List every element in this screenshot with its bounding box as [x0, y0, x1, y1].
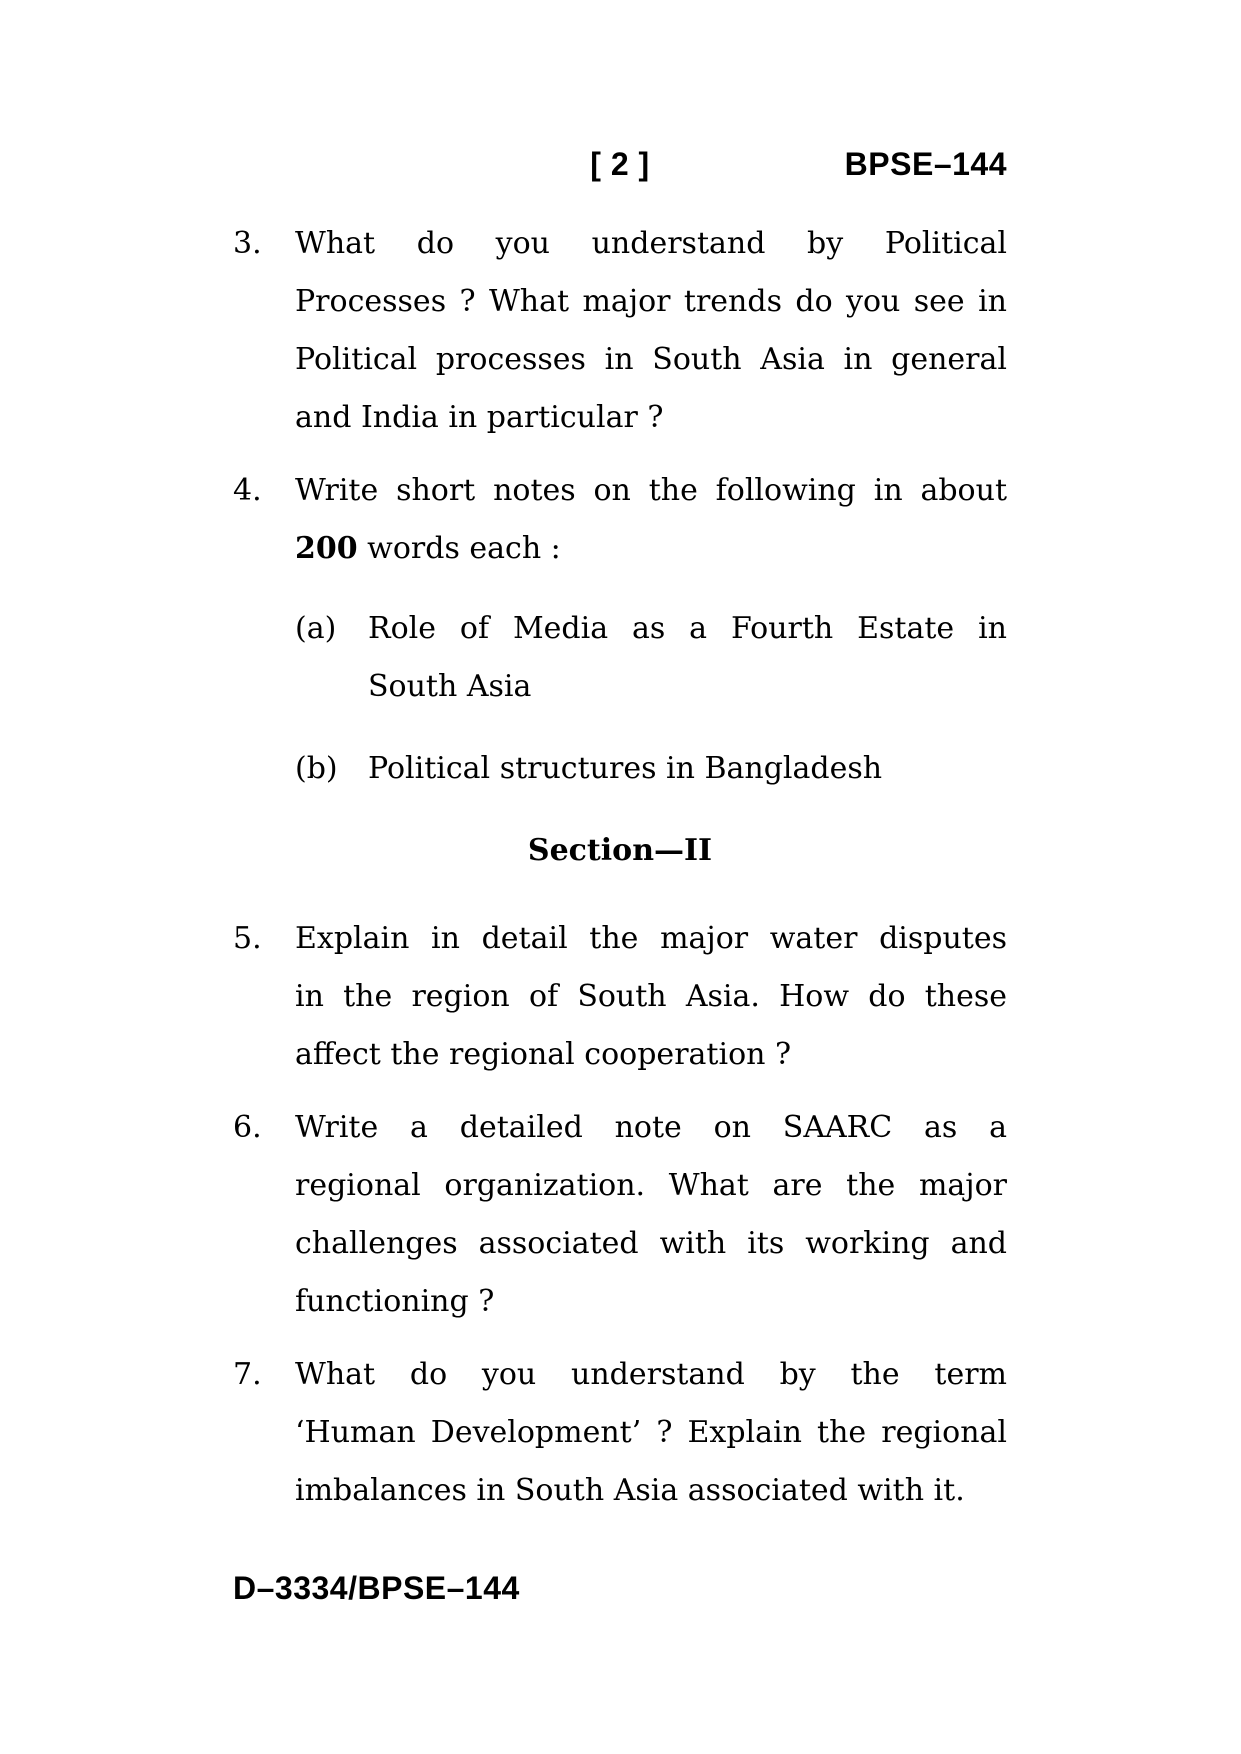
question-4: [233, 462, 1007, 798]
question-3: [233, 215, 1007, 447]
text-line: imbalances in South Asia associated with it.: [295, 1473, 965, 1508]
text-line: What do you understand by the term: [295, 1357, 1007, 1392]
text-line: Write a detailed note on SAARC as a: [295, 1110, 1007, 1145]
text-line: Political structures in Bangladesh: [368, 751, 883, 786]
text-line: Processes ? What major trends do you see in: [295, 284, 1007, 319]
question-3-number: 3.: [233, 226, 262, 261]
text-line: Explain in detail the major water disputes: [295, 921, 1007, 956]
question-5: [233, 910, 1007, 1084]
subitem-a-text: [368, 600, 1007, 716]
text-line: Role of Media as a Fourth Estate in: [368, 611, 1007, 646]
question-3-text: [295, 215, 1007, 447]
text-line: and India in particular ?: [295, 400, 664, 435]
text-line: functioning ?: [295, 1284, 495, 1319]
subitem-b-marker: (b): [295, 751, 338, 786]
question-6-text: [295, 1099, 1007, 1331]
question-4-subitem-a: [295, 600, 1007, 716]
question-4-number: 4.: [233, 473, 262, 508]
text-line: Write short notes on the following in about: [295, 473, 1007, 508]
page-footer: [233, 1559, 520, 1617]
question-5-text: [295, 910, 1007, 1084]
question-7-number: 7.: [233, 1357, 262, 1392]
text-line: regional organization. What are the major: [295, 1168, 1007, 1203]
question-4-text: [295, 462, 1007, 798]
question-6-number: 6.: [233, 1110, 262, 1145]
paper-code: BPSE–144: [844, 146, 1007, 182]
question-4-subitem-b: [295, 740, 1007, 798]
text-line: challenges associated with its working and: [295, 1226, 1007, 1261]
text-line: What do you understand by Political: [295, 226, 1007, 261]
question-5-number: 5.: [233, 921, 262, 956]
subitem-a-marker: (a): [295, 611, 337, 646]
text-after-bold: words each :: [357, 531, 561, 566]
document-code: D–3334/BPSE–144: [233, 1570, 520, 1606]
page-number: [ 2 ]: [590, 146, 650, 182]
text-line: South Asia: [368, 669, 532, 704]
text-line: Political processes in South Asia in general: [295, 342, 1007, 377]
question-7-text: [295, 1346, 1007, 1520]
bold-word-count: 200: [295, 531, 358, 566]
text-line: affect the regional cooperation ?: [295, 1037, 792, 1072]
text-line: [295, 520, 1007, 578]
question-list: [233, 215, 1007, 1520]
question-6: [233, 1099, 1007, 1331]
text-line: in the region of South Asia. How do these: [295, 979, 1007, 1014]
page-header: [233, 135, 1007, 193]
text-line: ‘Human Development’ ? Explain the regional: [295, 1415, 1007, 1450]
subitem-b-text: [368, 740, 1007, 798]
section-heading: Section—II: [527, 833, 713, 868]
question-7: [233, 1346, 1007, 1520]
